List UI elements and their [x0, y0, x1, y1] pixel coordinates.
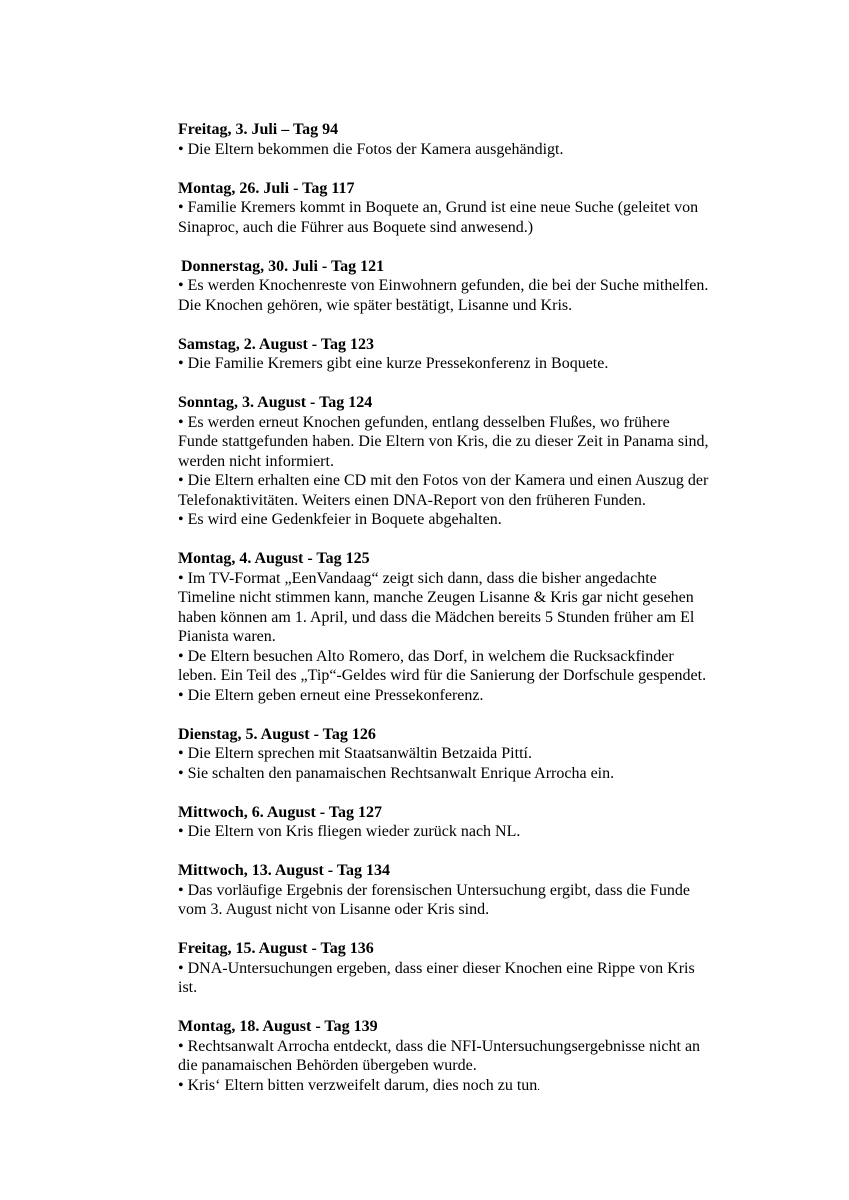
- timeline-entry-day-134: [178, 861, 758, 920]
- entry-heading: Freitag, 15. August - Tag 136: [178, 940, 374, 957]
- entry-line-text: • Kris‘ Eltern bitten verzweifelt darum, dies noch zu tun: [178, 1076, 538, 1094]
- entry-line: • Sie schalten den panamaischen Rechtsanwalt Enrique Arrocha ein.: [178, 764, 615, 782]
- timeline-entry-day-121: [178, 257, 758, 316]
- entry-heading: Donnerstag, 30. Juli - Tag 121: [181, 257, 385, 275]
- entry-heading: Mittwoch, 6. August - Tag 127: [178, 803, 383, 821]
- entry-line: • Die Eltern bekommen die Fotos der Kamera ausgehändigt.: [178, 140, 564, 158]
- entry-line: Telefonaktivitäten. Weiters einen DNA-Report von den früheren Funden.: [178, 491, 646, 509]
- entry-heading: Montag, 18. August - Tag 139: [178, 1018, 378, 1035]
- entry-line: • Es werden Knochenreste von Einwohnern gefunden, die bei der Suche mithelfen.: [178, 277, 709, 294]
- timeline-entry-day-123: [178, 335, 758, 374]
- timeline-entry-day-136: [178, 939, 758, 998]
- entry-line: • Die Eltern erhalten eine CD mit den Fotos von der Kamera und einen Auszug der: [178, 472, 709, 489]
- entry-line: • Die Eltern geben erneut eine Pressekonferenz.: [178, 686, 484, 704]
- entry-heading: Samstag, 2. August - Tag 123: [178, 335, 375, 353]
- entry-line: haben können am 1. April, und dass die Mädchen bereits 5 Stunden früher am El: [178, 608, 695, 626]
- entry-heading: Montag, 4. August - Tag 125: [178, 550, 370, 567]
- entry-line: leben. Ein Teil des „Tip“-Geldes wird für die Sanierung der Dorfschule gespendet.: [178, 667, 707, 684]
- entry-line: Sinaproc, auch die Führer aus Boquete sind anwesend.): [178, 218, 534, 236]
- entry-line: werden nicht informiert.: [178, 452, 334, 470]
- entry-line: • Die Eltern von Kris fliegen wieder zurück nach NL.: [178, 823, 521, 840]
- entry-heading: Sonntag, 3. August - Tag 124: [178, 394, 373, 411]
- timeline-entry-day-139: [178, 1017, 758, 1097]
- entry-heading: Dienstag, 5. August - Tag 126: [178, 725, 376, 743]
- entry-line: • Die Eltern sprechen mit Staatsanwältin Betzaida Pittí.: [178, 745, 532, 762]
- entry-line: • De Eltern besuchen Alto Romero, das Dorf, in welchem die Rucksackfinder: [178, 647, 674, 665]
- entry-line: Timeline nicht stimmen kann, manche Zeugen Lisanne & Kris gar nicht gesehen: [178, 589, 694, 606]
- timeline-entry-day-117: [178, 179, 758, 238]
- entry-line: ist.: [178, 979, 198, 996]
- entry-line-final: [178, 1076, 758, 1098]
- timeline-entry-day-125: [178, 549, 758, 705]
- entry-line: Die Knochen gehören, wie später bestätigt, Lisanne und Kris.: [178, 296, 573, 314]
- timeline-entry-day-127: [178, 803, 758, 842]
- entry-line: Funde stattgefunden haben. Die Eltern von Kris, die zu dieser Zeit in Panama sind,: [178, 433, 709, 450]
- timeline-entry-day-126: [178, 725, 758, 784]
- trailing-period: .: [537, 1080, 541, 1093]
- entry-line: • Die Familie Kremers gibt eine kurze Pressekonferenz in Boquete.: [178, 355, 609, 372]
- entry-line: • Es wird eine Gedenkfeier in Boquete abgehalten.: [178, 511, 502, 528]
- entry-heading: Mittwoch, 13. August - Tag 134: [178, 862, 391, 879]
- timeline-entry-day-94: [178, 120, 758, 159]
- entry-line: • Es werden erneut Knochen gefunden, entlang desselben Flußes, wo frühere: [178, 413, 670, 431]
- entry-line: • Das vorläufige Ergebnis der forensischen Untersuchung ergibt, dass die Funde: [178, 881, 690, 899]
- entry-line: • Im TV-Format „EenVandaag“ zeigt sich dann, dass die bisher angedachte: [178, 569, 657, 587]
- entry-line: die panamaischen Behörden übergeben wurde.: [178, 1057, 477, 1074]
- entry-line: vom 3. August nicht von Lisanne oder Kris sind.: [178, 901, 490, 918]
- entry-heading: Montag, 26. Juli - Tag 117: [178, 179, 355, 197]
- entry-line: • DNA-Untersuchungen ergeben, dass einer dieser Knochen eine Rippe von Kris: [178, 959, 695, 977]
- timeline-entry-day-124: [178, 393, 758, 530]
- document-body: [178, 120, 758, 1117]
- entry-heading: Freitag, 3. Juli – Tag 94: [178, 121, 339, 138]
- entry-line: • Familie Kremers kommt in Boquete an, Grund ist eine neue Suche (geleitet von: [178, 199, 699, 216]
- entry-line: • Rechtsanwalt Arrocha entdeckt, dass die NFI-Untersuchungsergebnisse nicht an: [178, 1037, 701, 1055]
- entry-line: Pianista waren.: [178, 628, 276, 645]
